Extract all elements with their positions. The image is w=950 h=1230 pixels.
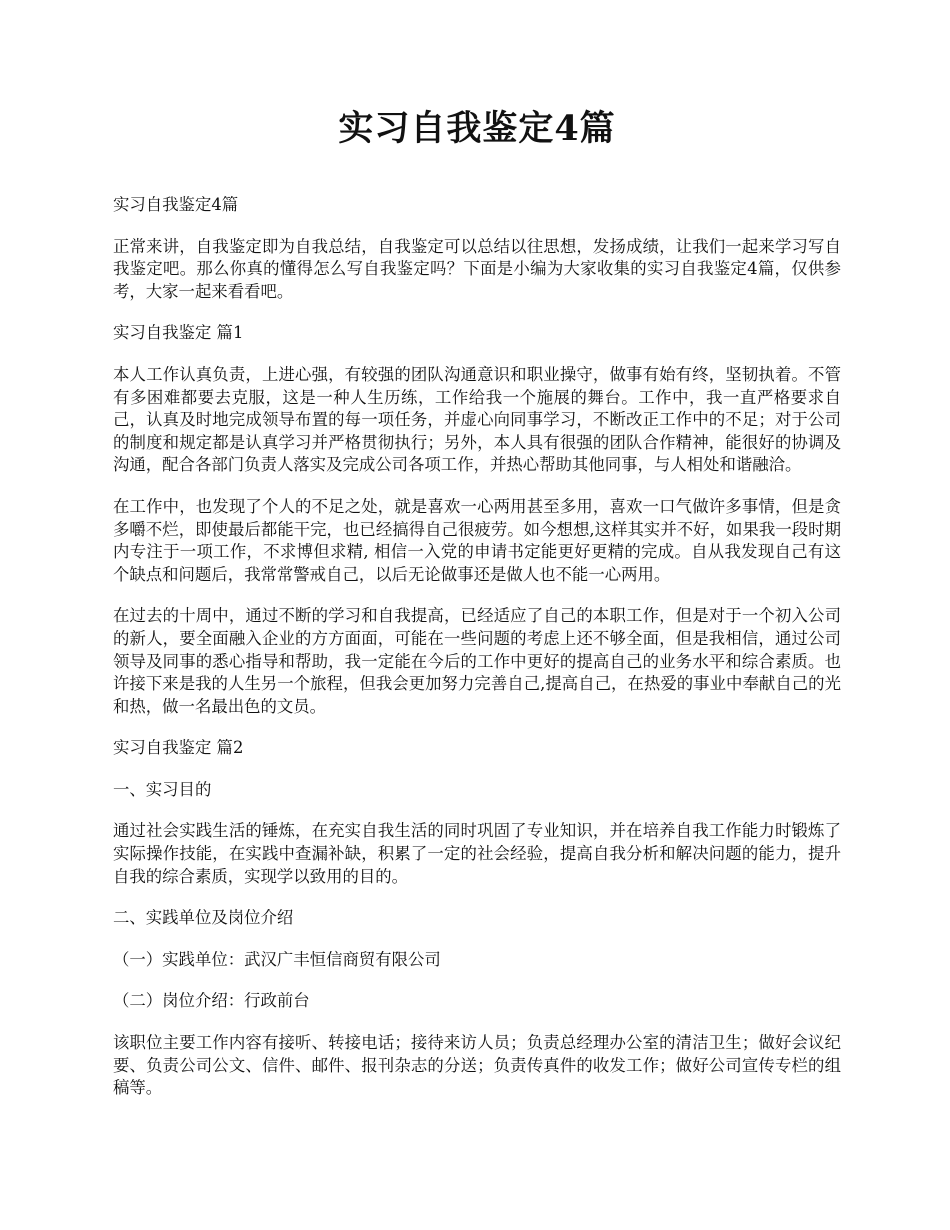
document-title: 实习自我鉴定4篇 <box>338 108 616 149</box>
intro-paragraph: 正常来讲，自我鉴定即为自我总结，自我鉴定可以总结以往思想，发扬成绩，让我们一起来学习写自我鉴定吧。那么你真的懂得怎么写自我鉴定吗？下面是小编为大家收集的实习自我鉴定4篇，仅供参考，大家一起来看看吧。 <box>113 236 841 301</box>
section-heading-1: 实习自我鉴定 篇1 <box>113 323 244 343</box>
body-paragraph: 在工作中，也发现了个人的不足之处，就是喜欢一心两用甚至多用，喜欢一口气做许多事情，但是贪多嚼不烂，即使最后都能干完，也已经搞得自己很疲劳。如今想想,这样其实并不好，如果我一段时期内专注于一项工作，不求博但求精, 相信一入党的申请书定能更好更精的完成。自从我发现自己有这个缺点和问题后，我常常警戒自己，以后无论做事还是做人也不能一心两用。 <box>113 496 841 584</box>
unit-line: （一）实践单位：武汉广丰恒信商贸有限公司 <box>113 949 441 969</box>
body-paragraph: 本人工作认真负责，上进心强，有较强的团队沟通意识和职业操守，做事有始有终，坚韧执着。不管有多困难都要去克服，这是一种人生历练，工作给我一个施展的舞台。工作中，我一直严格要求自己，认真及时地完成领导布置的每一项任务，并虚心向同事学习，不断改正工作中的不足；对于公司的制度和规定都是认真学习并严格贯彻执行；另外，本人具有很强的团队合作精神，能很好的协调及沟通，配合各部门负责人落实及完成公司各项工作，并热心帮助其他同事，与人相处和谐融洽。 <box>113 364 841 475</box>
subheading-unit: 二、实践单位及岗位介绍 <box>113 908 294 928</box>
document-page <box>113 108 841 1119</box>
section-heading-2: 实习自我鉴定 篇2 <box>113 738 244 758</box>
position-line: （二）岗位介绍：行政前台 <box>113 991 310 1011</box>
body-paragraph: 通过社会实践生活的锤炼，在充实自我生活的同时巩固了专业知识，并在培养自我工作能力时锻炼了实际操作技能，在实践中查漏补缺，积累了一定的社会经验，提高自我分析和解决问题的能力，提升自我的综合素质，实现学以致用的目的。 <box>113 821 841 886</box>
body-paragraph: 在过去的十周中，通过不断的学习和自我提高，已经适应了自己的本职工作，但是对于一个初入公司的新人，要全面融入企业的方方面面，可能在一些问题的考虑上还不够全面，但是我相信，通过公司领导及同事的悉心指导和帮助，我一定能在今后的工作中更好的提高自己的业务水平和综合素质。也许接下来是我的人生另一个旅程，但我会更加努力完善自己,提高自己，在热爱的事业中奉献自己的光和热，做一名最出色的文员。 <box>113 606 841 716</box>
subtitle-paragraph: 实习自我鉴定4篇 <box>113 195 239 214</box>
subheading-purpose: 一、实习目的 <box>113 779 212 799</box>
body-paragraph: 该职位主要工作内容有接听、转接电话；接待来访人员；负责总经理办公室的清洁卫生；做好会议纪要、负责公司公文、信件、邮件、报刊杂志的分送；负责传真件的收发工作；做好公司宣传专栏的组稿等。 <box>113 1033 841 1098</box>
